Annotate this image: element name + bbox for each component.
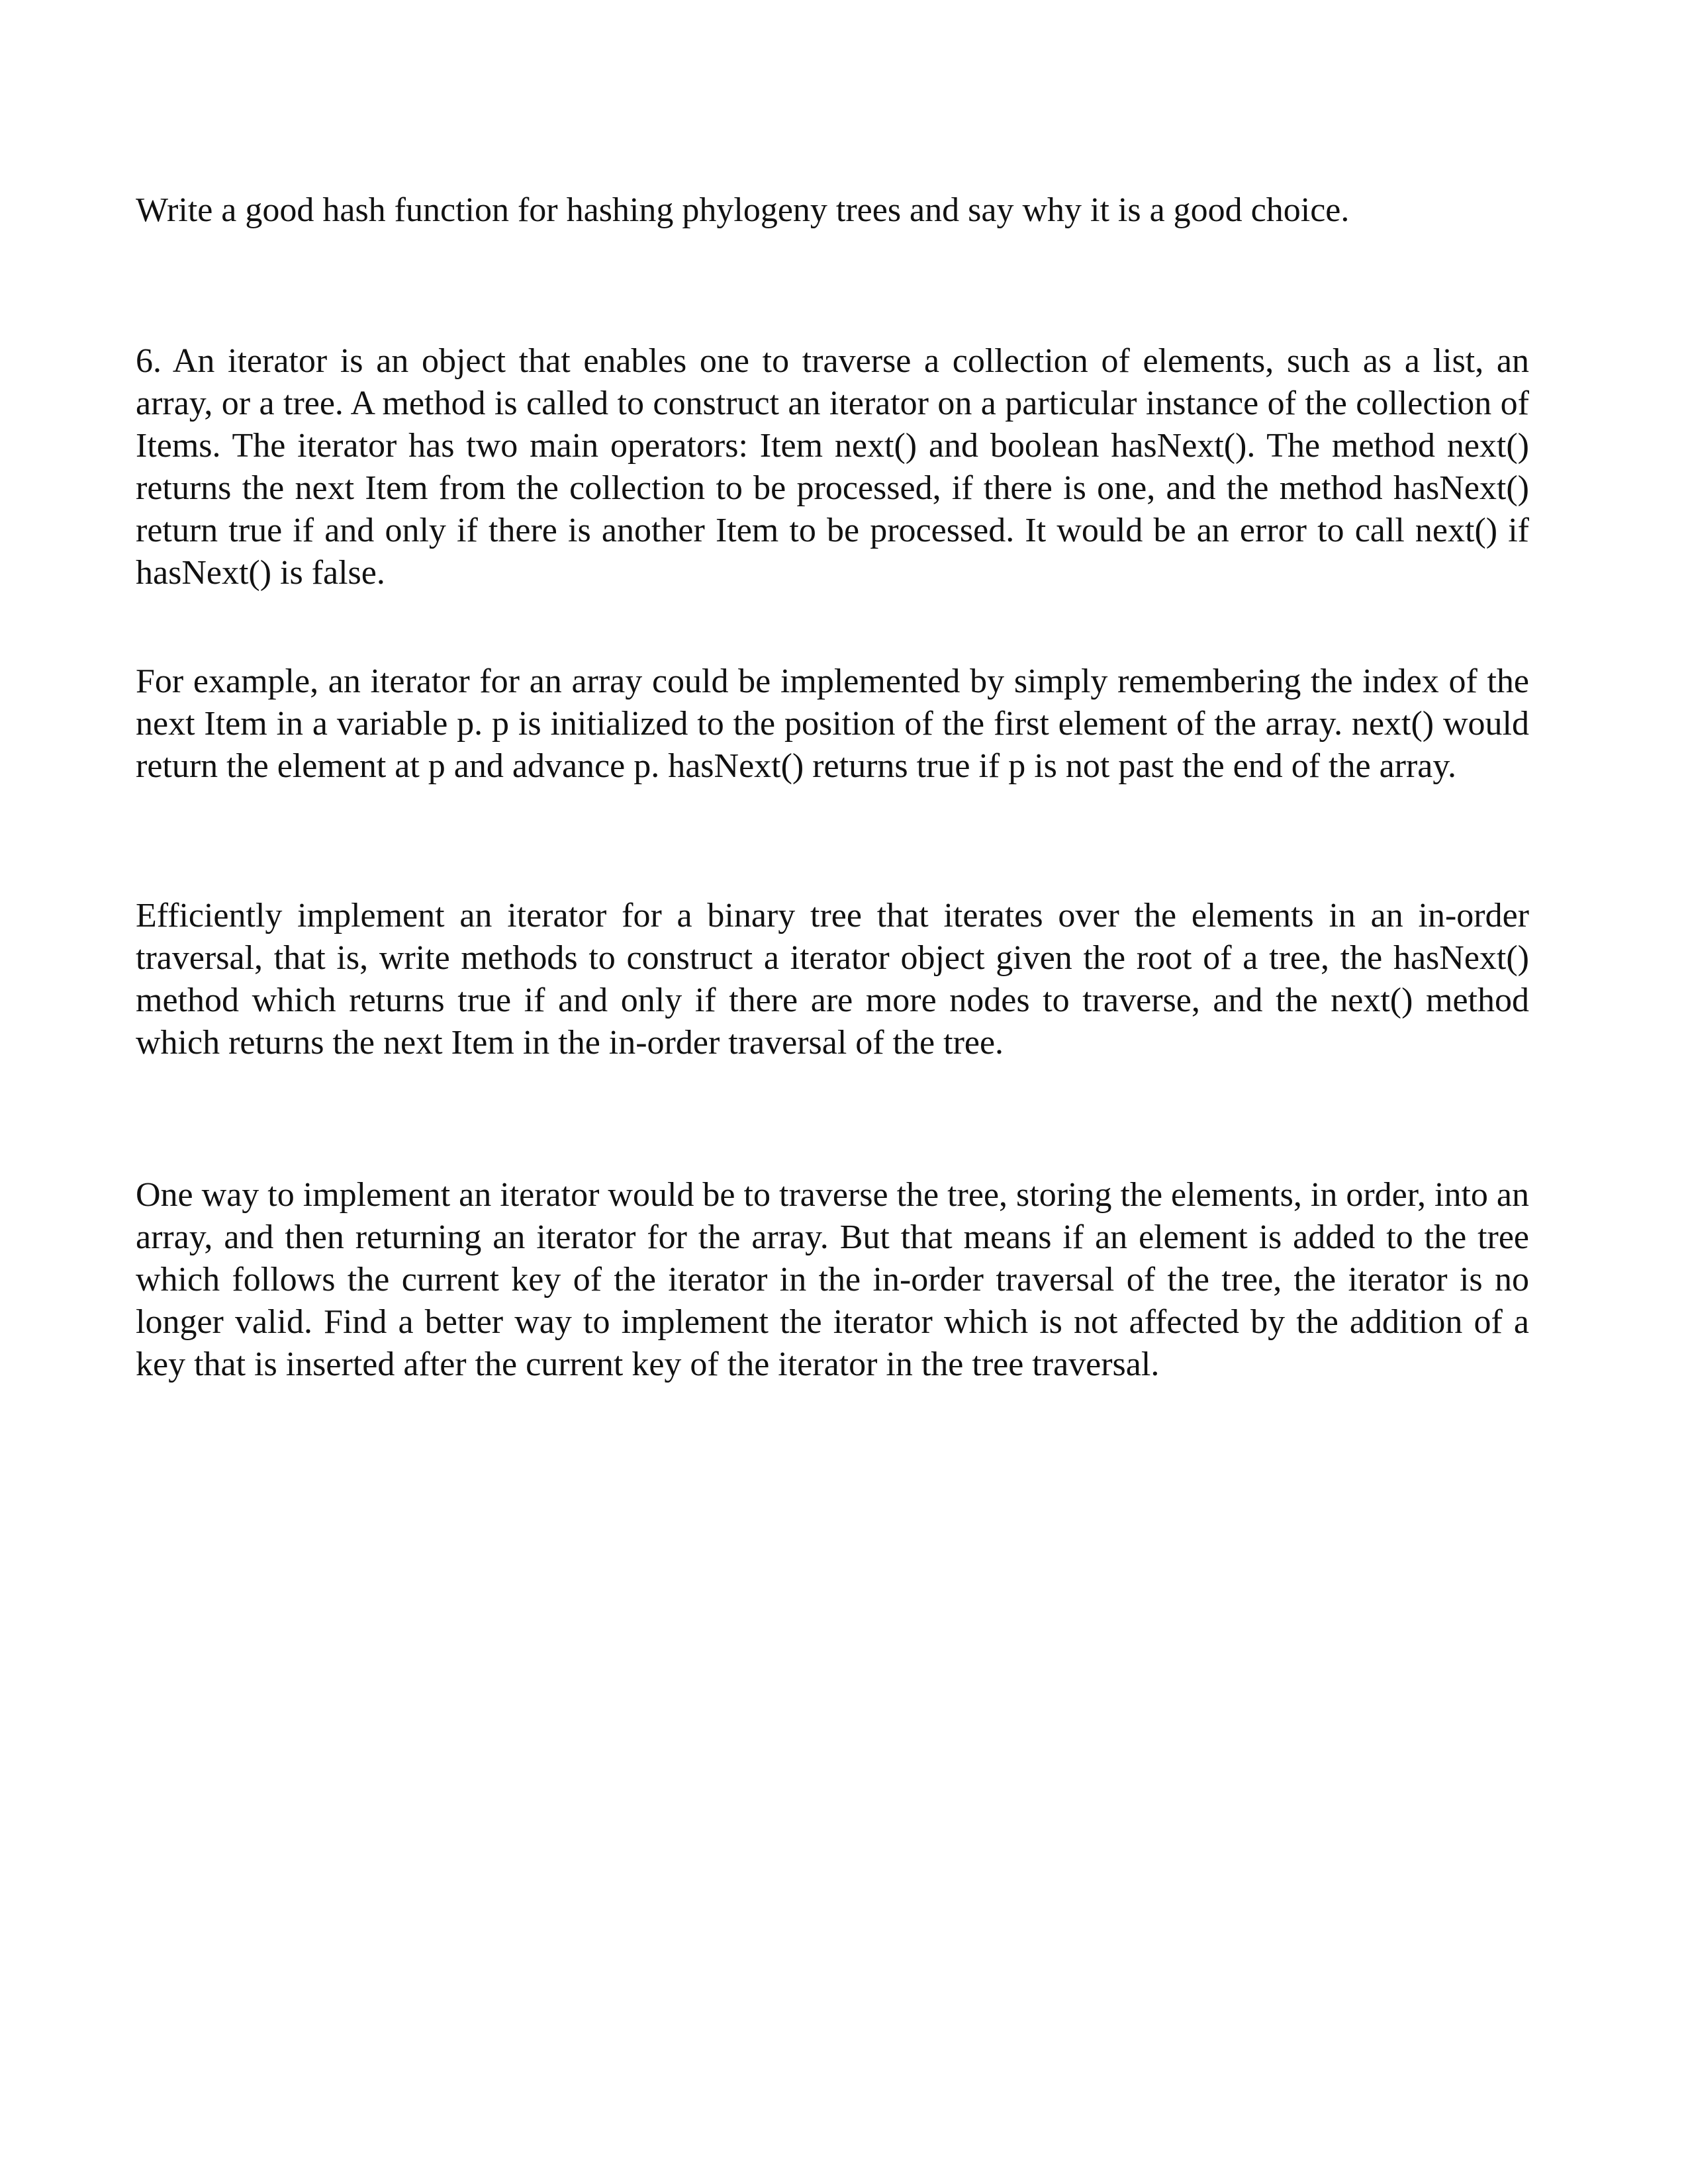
binary-tree-iterator-task: Efficiently implement an iterator for a binary tree that iterates over the elements in an in-order traversal, that is, write methods to construct a iterator object given the root of a tree, the hasNext() method which returns true if and only if there are more nodes to traverse, and the next() method which returns the next Item in the in-order traversal of the tree. (136, 897, 1529, 1062)
array-iterator-example: For example, an iterator for an array could be implemented by simply remembering the index of the next Item in a variable p. p is initialized to the position of the first element of the array. next() would return the element at p and advance p. hasNext() returns true if p is not past the end of the array. (136, 662, 1529, 785)
better-iterator-task: One way to implement an iterator would be to traverse the tree, storing the elements, in order, into an array, and then returning an iterator for the array. But that means if an element is added to the tree which follows the current key of the iterator in the in-order traversal of the tree, the iterator is no longer valid. Find a better way to implement the iterator which is not affected by the addition of a key that is inserted after the current key of the iterator in the tree traversal. (136, 1176, 1529, 1383)
hash-function-question: Write a good hash function for hashing phylogeny trees and say why it is a good choice. (136, 191, 1350, 229)
question-6-iterator-definition: 6. An iterator is an object that enables one to traverse a collection of elements, such as a list, an array, or a tree. A method is called to construct an iterator on a particular instance of the collection of Items. The iterator has two main operators: Item next() and boolean hasNext(). The method next() returns the next Item from the collection to be processed, if there is one, and the method hasNext() return true if and only if there is another Item to be processed. It would be an error to call next() if hasNext() is false. (136, 342, 1529, 592)
